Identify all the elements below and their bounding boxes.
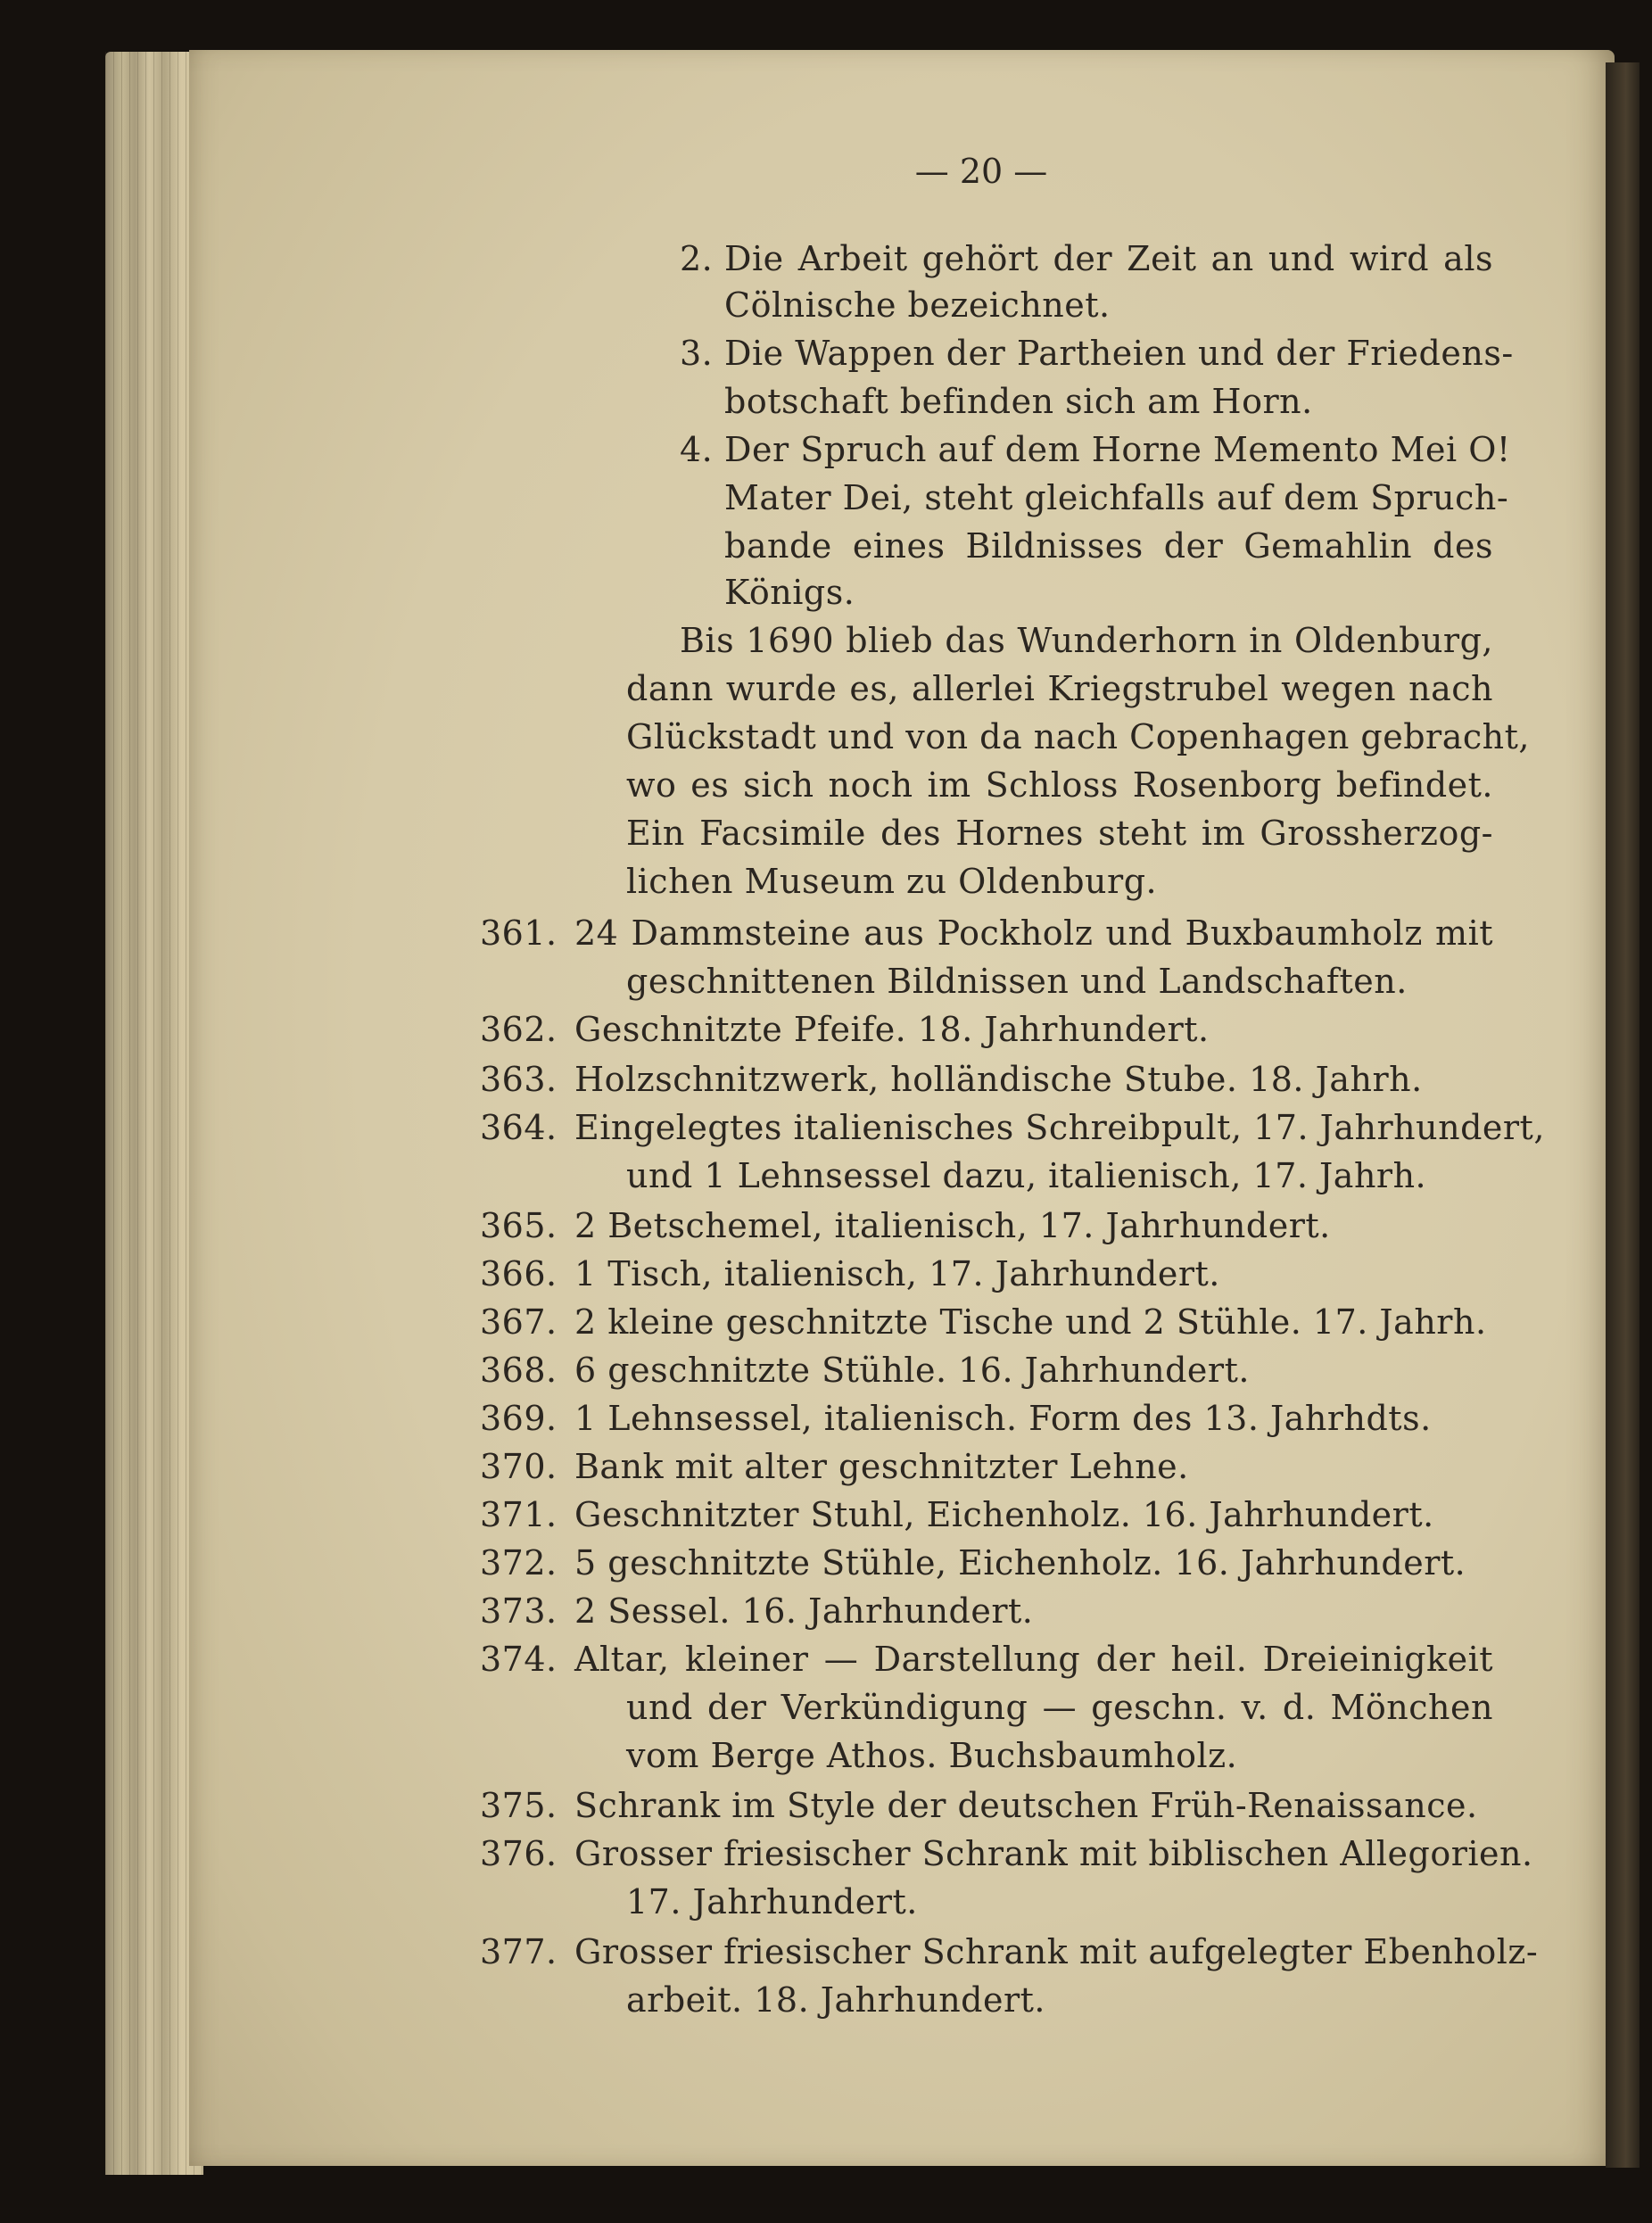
entry-number-363: 363. bbox=[480, 1060, 558, 1099]
entry-373-line-1: 2 Sessel. 16. Jahrhundert. bbox=[574, 1591, 1034, 1631]
entry-number-367: 367. bbox=[480, 1302, 558, 1342]
entry-363-line-1: Holzschnitzwerk, holländische Stube. 18. Jahrh. bbox=[574, 1060, 1423, 1099]
entry-374-line-1: Altar, kleiner — Darstellung der heil. Dreieinigkeit bbox=[574, 1640, 1493, 1679]
cont-3-line-2: botschaft befinden sich am Horn. bbox=[724, 382, 1313, 421]
entry-366-line-1: 1 Tisch, italienisch, 17. Jahrhundert. bbox=[574, 1254, 1220, 1293]
cont-4-line-4: Königs. bbox=[724, 573, 855, 612]
entry-362-line-1: Geschnitzte Pfeife. 18. Jahrhundert. bbox=[574, 1010, 1210, 1049]
entry-number-365: 365. bbox=[480, 1206, 558, 1245]
page-number: — 20 — bbox=[914, 152, 1048, 191]
entry-374-line-2: und der Verkündigung — geschn. v. d. Mönchen bbox=[626, 1688, 1493, 1727]
entry-365-line-1: 2 Betschemel, italienisch, 17. Jahrhundert. bbox=[574, 1206, 1331, 1245]
paragraph-line-3: Glückstadt und von da nach Copenhagen gebracht, bbox=[626, 717, 1530, 756]
entry-number-377: 377. bbox=[480, 1932, 558, 1971]
paragraph-line-5: Ein Facsimile des Hornes steht im Grossherzog- bbox=[626, 814, 1493, 853]
cont-4-line-2: Mater Dei, steht gleichfalls auf dem Spruch- bbox=[724, 478, 1509, 517]
entry-376-line-1: Grosser friesischer Schrank mit biblischen Allegorien. bbox=[574, 1834, 1533, 1873]
entry-370-line-1: Bank mit alter geschnitzter Lehne. bbox=[574, 1447, 1189, 1486]
entry-375-line-1: Schrank im Style der deutschen Früh-Renaissance. bbox=[574, 1786, 1478, 1825]
paragraph-line-2: dann wurde es, allerlei Kriegstrubel wegen nach bbox=[626, 669, 1493, 708]
cont-2-line-1: Die Arbeit gehört der Zeit an und wird als bbox=[724, 239, 1493, 278]
cont-2-marker: 2. bbox=[680, 239, 714, 278]
entry-number-371: 371. bbox=[480, 1495, 558, 1534]
entry-number-375: 375. bbox=[480, 1786, 558, 1825]
entry-361-line-1: 24 Dammsteine aus Pockholz und Buxbaumholz mit bbox=[574, 913, 1493, 953]
entry-374-line-3: vom Berge Athos. Buchsbaumholz. bbox=[626, 1736, 1238, 1775]
entry-369-line-1: 1 Lehnsessel, italienisch. Form des 13. Jahrhdts. bbox=[574, 1399, 1432, 1438]
entry-368-line-1: 6 geschnitzte Stühle. 16. Jahrhundert. bbox=[574, 1351, 1250, 1390]
entry-367-line-1: 2 kleine geschnitzte Tische und 2 Stühle. 17. Jahrh. bbox=[574, 1302, 1487, 1342]
entry-number-374: 374. bbox=[480, 1640, 558, 1679]
entry-number-361: 361. bbox=[480, 913, 558, 953]
cont-2-line-2: Cölnische bezeichnet. bbox=[724, 285, 1111, 325]
entry-372-line-1: 5 geschnitzte Stühle, Eichenholz. 16. Jahrhundert. bbox=[574, 1543, 1466, 1583]
cont-4-marker: 4. bbox=[680, 430, 714, 469]
paragraph-line-1: Bis 1690 blieb das Wunderhorn in Oldenburg, bbox=[680, 621, 1493, 660]
entry-number-364: 364. bbox=[480, 1108, 558, 1147]
entry-number-372: 372. bbox=[480, 1543, 558, 1583]
entry-number-362: 362. bbox=[480, 1010, 558, 1049]
entry-376-line-2: 17. Jahrhundert. bbox=[626, 1882, 918, 1921]
entry-number-369: 369. bbox=[480, 1399, 558, 1438]
entry-371-line-1: Geschnitzter Stuhl, Eichenholz. 16. Jahrhundert. bbox=[574, 1495, 1434, 1534]
entry-377-line-2: arbeit. 18. Jahrhundert. bbox=[626, 1980, 1046, 2020]
entry-number-366: 366. bbox=[480, 1254, 558, 1293]
paragraph-line-6: lichen Museum zu Oldenburg. bbox=[626, 862, 1158, 901]
entry-number-370: 370. bbox=[480, 1447, 558, 1486]
entry-364-line-1: Eingelegtes italienisches Schreibpult, 17. Jahrhundert, bbox=[574, 1108, 1545, 1147]
cont-4-line-1: Der Spruch auf dem Horne Memento Mei O! bbox=[724, 430, 1511, 469]
entry-364-line-2: und 1 Lehnsessel dazu, italienisch, 17. Jahrh. bbox=[626, 1156, 1427, 1195]
entry-number-373: 373. bbox=[480, 1591, 558, 1631]
cont-3-marker: 3. bbox=[680, 334, 714, 373]
entry-number-368: 368. bbox=[480, 1351, 558, 1390]
entry-377-line-1: Grosser friesischer Schrank mit aufgelegter Ebenholz- bbox=[574, 1932, 1539, 1971]
entry-361-line-2: geschnittenen Bildnissen und Landschaften. bbox=[626, 962, 1408, 1001]
cont-4-line-3: bande eines Bildnisses der Gemahlin des bbox=[724, 526, 1493, 566]
entry-number-376: 376. bbox=[480, 1834, 558, 1873]
cont-3-line-1: Die Wappen der Partheien und der Friedens- bbox=[724, 334, 1514, 373]
paragraph-line-4: wo es sich noch im Schloss Rosenborg befindet. bbox=[626, 765, 1493, 805]
